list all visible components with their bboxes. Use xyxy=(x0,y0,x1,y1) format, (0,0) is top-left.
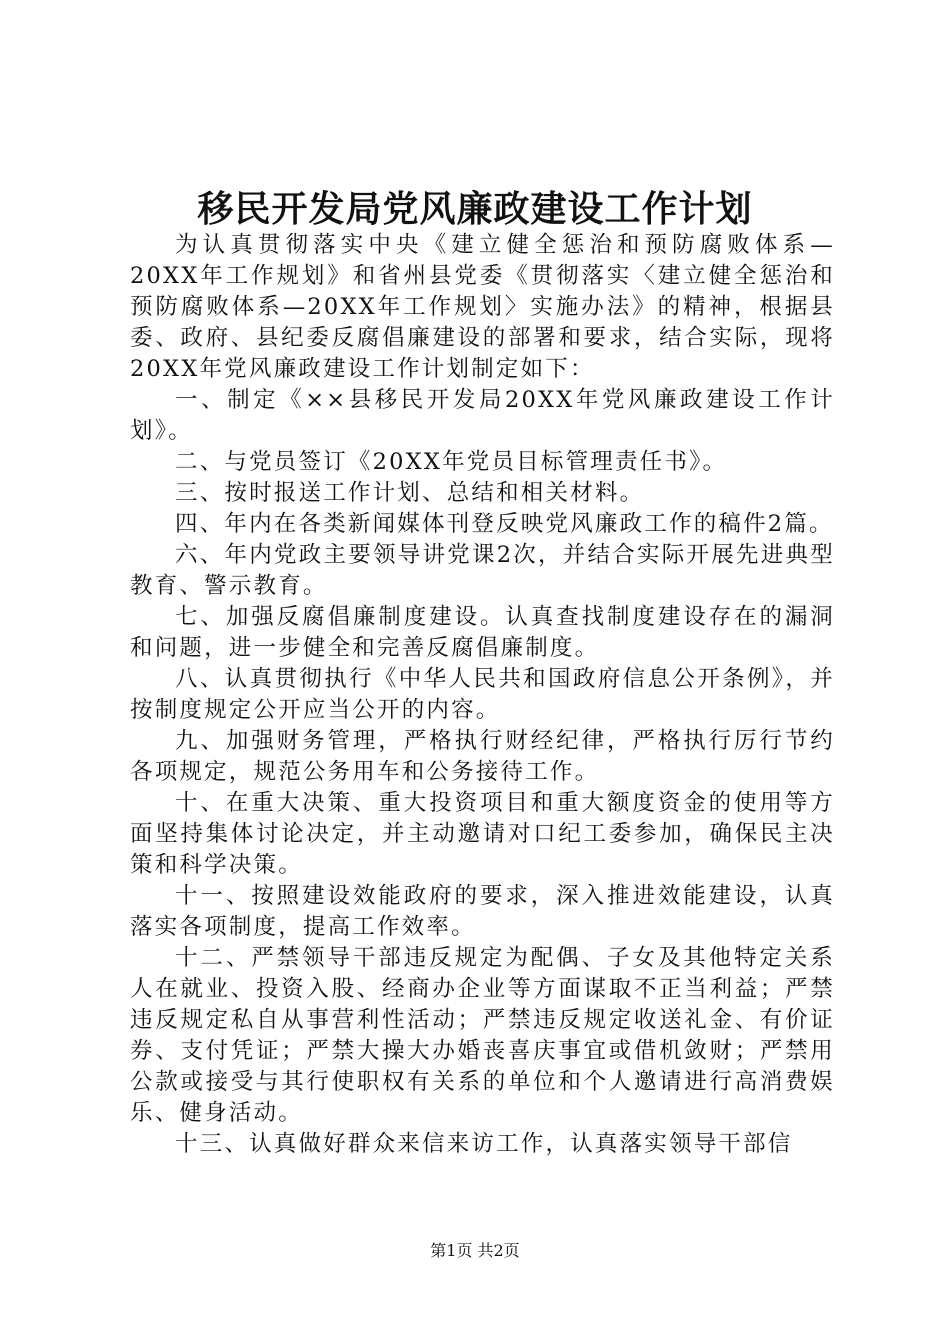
paragraph-item-7: 七、加强反腐倡廉制度建设。认真查找制度建设存在的漏洞和问题，进一步健全和完善反腐倡廉制度。 xyxy=(130,604,835,661)
page-footer: 第1页 共2页 xyxy=(430,1241,520,1260)
paragraph-item-2: 二、与党员签订《20XX年党员目标管理责任书》。 xyxy=(175,449,728,475)
paragraph-item-12: 十二、严禁领导干部违反规定为配偶、子女及其他特定关系人在就业、投资入股、经商办企业等方面谋取不正当利益；严禁违反规定私自从事营利性活动；严禁违反规定收送礼金、有价证券、支付凭证；严禁大操大办婚丧喜庆事宜或借机敛财；严禁用公款或接受与其行使职权有关系的单位和个人邀请进行高消费娱乐、健身活动。 xyxy=(130,945,835,1126)
paragraph-item-4: 四、年内在各类新闻媒体刊登反映党风廉政工作的稿件2篇。 xyxy=(175,511,834,537)
document-title: 移民开发局党风廉政建设工作计划 xyxy=(197,188,753,230)
paragraph-item-8: 八、认真贯彻执行《中华人民共和国政府信息公开条例》，并按制度规定公开应当公开的内容。 xyxy=(130,666,835,723)
paragraph-item-3: 三、按时报送工作计划、总结和相关材料。 xyxy=(175,480,645,506)
paragraph-item-13: 十三、认真做好群众来信来访工作，认真落实领导干部信 xyxy=(175,1131,793,1157)
paragraph-item-9: 九、加强财务管理，严格执行财经纪律，严格执行厉行节约各项规定，规范公务用车和公务接待工作。 xyxy=(130,728,835,785)
paragraph-item-10: 十、在重大决策、重大投资项目和重大额度资金的使用等方面坚持集体讨论决定，并主动邀请对口纪工委参加，确保民主决策和科学决策。 xyxy=(130,790,835,878)
paragraph-item-11: 十一、按照建设效能政府的要求，深入推进效能建设，认真落实各项制度，提高工作效率。 xyxy=(130,883,835,940)
paragraph-item-1: 一、制定《××县移民开发局20XX年党风廉政建设工作计划》。 xyxy=(130,387,835,444)
paragraph-item-6: 六、年内党政主要领导讲党课2次，并结合实际开展先进典型教育、警示教育。 xyxy=(130,542,835,599)
paragraph-intro: 为认真贯彻落实中央《建立健全惩治和预防腐败体系—20XX年工作规划》和省州县党委《贯彻落实〈建立健全惩治和预防腐败体系—20XX年工作规划〉实施办法》的精神，根据县委、政府、县纪委反腐倡廉建设的部署和要求，结合实际，现将20XX年党风廉政建设工作计划制定如下： xyxy=(130,232,835,382)
document-body xyxy=(130,230,835,1160)
